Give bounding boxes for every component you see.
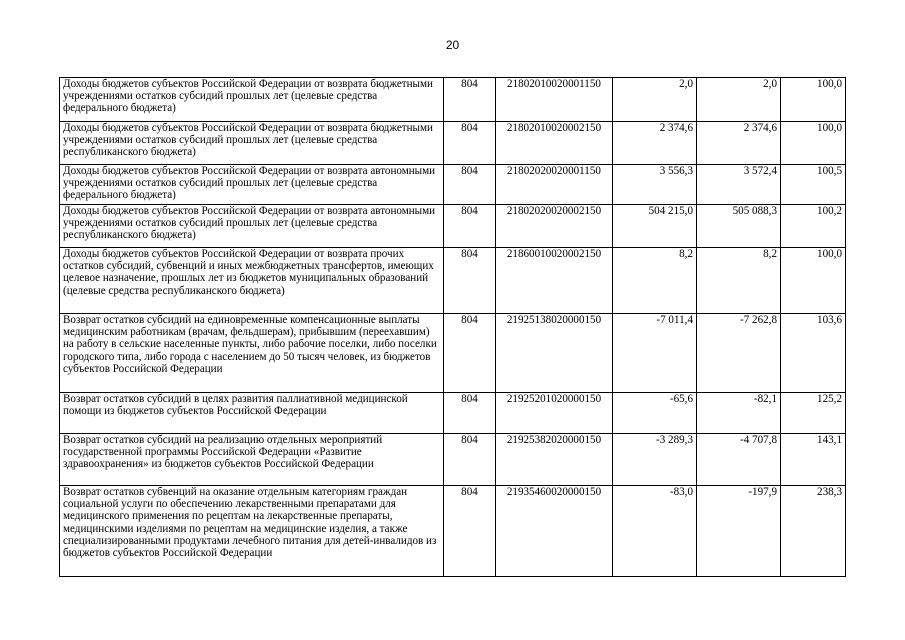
budget-code-cell: 21935460020000150 [496, 486, 613, 577]
executed-amount-cell: 8,2 [697, 248, 781, 314]
planned-amount-cell: 8,2 [613, 248, 697, 314]
income-name-cell: Доходы бюджетов субъектов Российской Федерации от возврата автономными учреждениями остатков субсидий прошлых лет (целевые средства федерального бюджета) [60, 165, 444, 205]
executed-amount-cell: 3 572,4 [697, 165, 781, 205]
execution-percent-cell: 100,5 [781, 165, 846, 205]
execution-percent-cell: 103,6 [781, 314, 846, 393]
budget-code-cell: 21802020020002150 [496, 205, 613, 248]
income-name-cell: Возврат остатков субвенций на оказание отдельным категориям граждан социальной услуги по обеспечению лекарственными препаратами для медицинского применения по рецептам на лекарственные препараты, медицинскими изделиями по рецептам на медицинские изделия, а также специализированными продуктами лечебного питания для детей-инвалидов из бюджетов субъектов Российской Федерации [60, 486, 444, 577]
budget-code-cell: 21925138020000150 [496, 314, 613, 393]
execution-percent-cell: 100,0 [781, 78, 846, 122]
executed-amount-cell: -4 707,8 [697, 434, 781, 486]
executed-amount-cell: -7 262,8 [697, 314, 781, 393]
table-row [60, 393, 846, 434]
admin-code-cell: 804 [444, 205, 496, 248]
planned-amount-cell: 3 556,3 [613, 165, 697, 205]
executed-amount-cell: 2 374,6 [697, 122, 781, 165]
planned-amount-cell: 2,0 [613, 78, 697, 122]
income-name-cell: Возврат остатков субсидий в целях развития паллиативной медицинской помощи из бюджетов субъектов Российской Федерации [60, 393, 444, 434]
planned-amount-cell: -3 289,3 [613, 434, 697, 486]
execution-percent-cell: 125,2 [781, 393, 846, 434]
budget-table [59, 77, 846, 577]
admin-code-cell: 804 [444, 122, 496, 165]
table-row [60, 314, 846, 393]
table-row [60, 486, 846, 577]
income-name-cell: Возврат остатков субсидий на единовременные компенсационные выплаты медицинским работникам (врачам, фельдшерам), прибывшим (переехавшим) на работу в сельские населенные пункты, либо рабочие поселки, либо поселки городского типа, либо города с населением до 50 тысяч человек, из бюджетов субъектов Российской Федерации [60, 314, 444, 393]
income-name-cell: Доходы бюджетов субъектов Российской Федерации от возврата бюджетными учреждениями остатков субсидий прошлых лет (целевые средства федерального бюджета) [60, 78, 444, 122]
table-row [60, 248, 846, 314]
executed-amount-cell: 505 088,3 [697, 205, 781, 248]
table-row [60, 434, 846, 486]
income-name-cell: Возврат остатков субсидий на реализацию отдельных мероприятий государственной программы Российской Федерации «Развитие здравоохранения» из бюджетов субъектов Российской Федерации [60, 434, 444, 486]
budget-code-cell: 21802020020001150 [496, 165, 613, 205]
admin-code-cell: 804 [444, 78, 496, 122]
budget-code-cell: 21802010020002150 [496, 122, 613, 165]
execution-percent-cell: 143,1 [781, 434, 846, 486]
planned-amount-cell: 2 374,6 [613, 122, 697, 165]
executed-amount-cell: -82,1 [697, 393, 781, 434]
planned-amount-cell: -65,6 [613, 393, 697, 434]
budget-code-cell: 21860010020002150 [496, 248, 613, 314]
page-number: 20 [445, 38, 460, 52]
admin-code-cell: 804 [444, 314, 496, 393]
table-row [60, 205, 846, 248]
planned-amount-cell: -7 011,4 [613, 314, 697, 393]
planned-amount-cell: 504 215,0 [613, 205, 697, 248]
admin-code-cell: 804 [444, 248, 496, 314]
table-row [60, 78, 846, 122]
budget-code-cell: 21925382020000150 [496, 434, 613, 486]
admin-code-cell: 804 [444, 486, 496, 577]
execution-percent-cell: 100,0 [781, 122, 846, 165]
executed-amount-cell: 2,0 [697, 78, 781, 122]
income-name-cell: Доходы бюджетов субъектов Российской Федерации от возврата прочих остатков субсидий, субвенций и иных межбюджетных трансфертов, имеющих целевое назначение, прошлых лет из бюджетов муниципальных образований (целевые средства республиканского бюджета) [60, 248, 444, 314]
budget-code-cell: 21925201020000150 [496, 393, 613, 434]
admin-code-cell: 804 [444, 165, 496, 205]
budget-code-cell: 21802010020001150 [496, 78, 613, 122]
table-row [60, 165, 846, 205]
income-name-cell: Доходы бюджетов субъектов Российской Федерации от возврата бюджетными учреждениями остатков субсидий прошлых лет (целевые средства республиканского бюджета) [60, 122, 444, 165]
planned-amount-cell: -83,0 [613, 486, 697, 577]
execution-percent-cell: 100,2 [781, 205, 846, 248]
admin-code-cell: 804 [444, 434, 496, 486]
admin-code-cell: 804 [444, 393, 496, 434]
execution-percent-cell: 100,0 [781, 248, 846, 314]
income-name-cell: Доходы бюджетов субъектов Российской Федерации от возврата автономными учреждениями остатков субсидий прошлых лет (целевые средства республиканского бюджета) [60, 205, 444, 248]
executed-amount-cell: -197,9 [697, 486, 781, 577]
table-row [60, 122, 846, 165]
execution-percent-cell: 238,3 [781, 486, 846, 577]
